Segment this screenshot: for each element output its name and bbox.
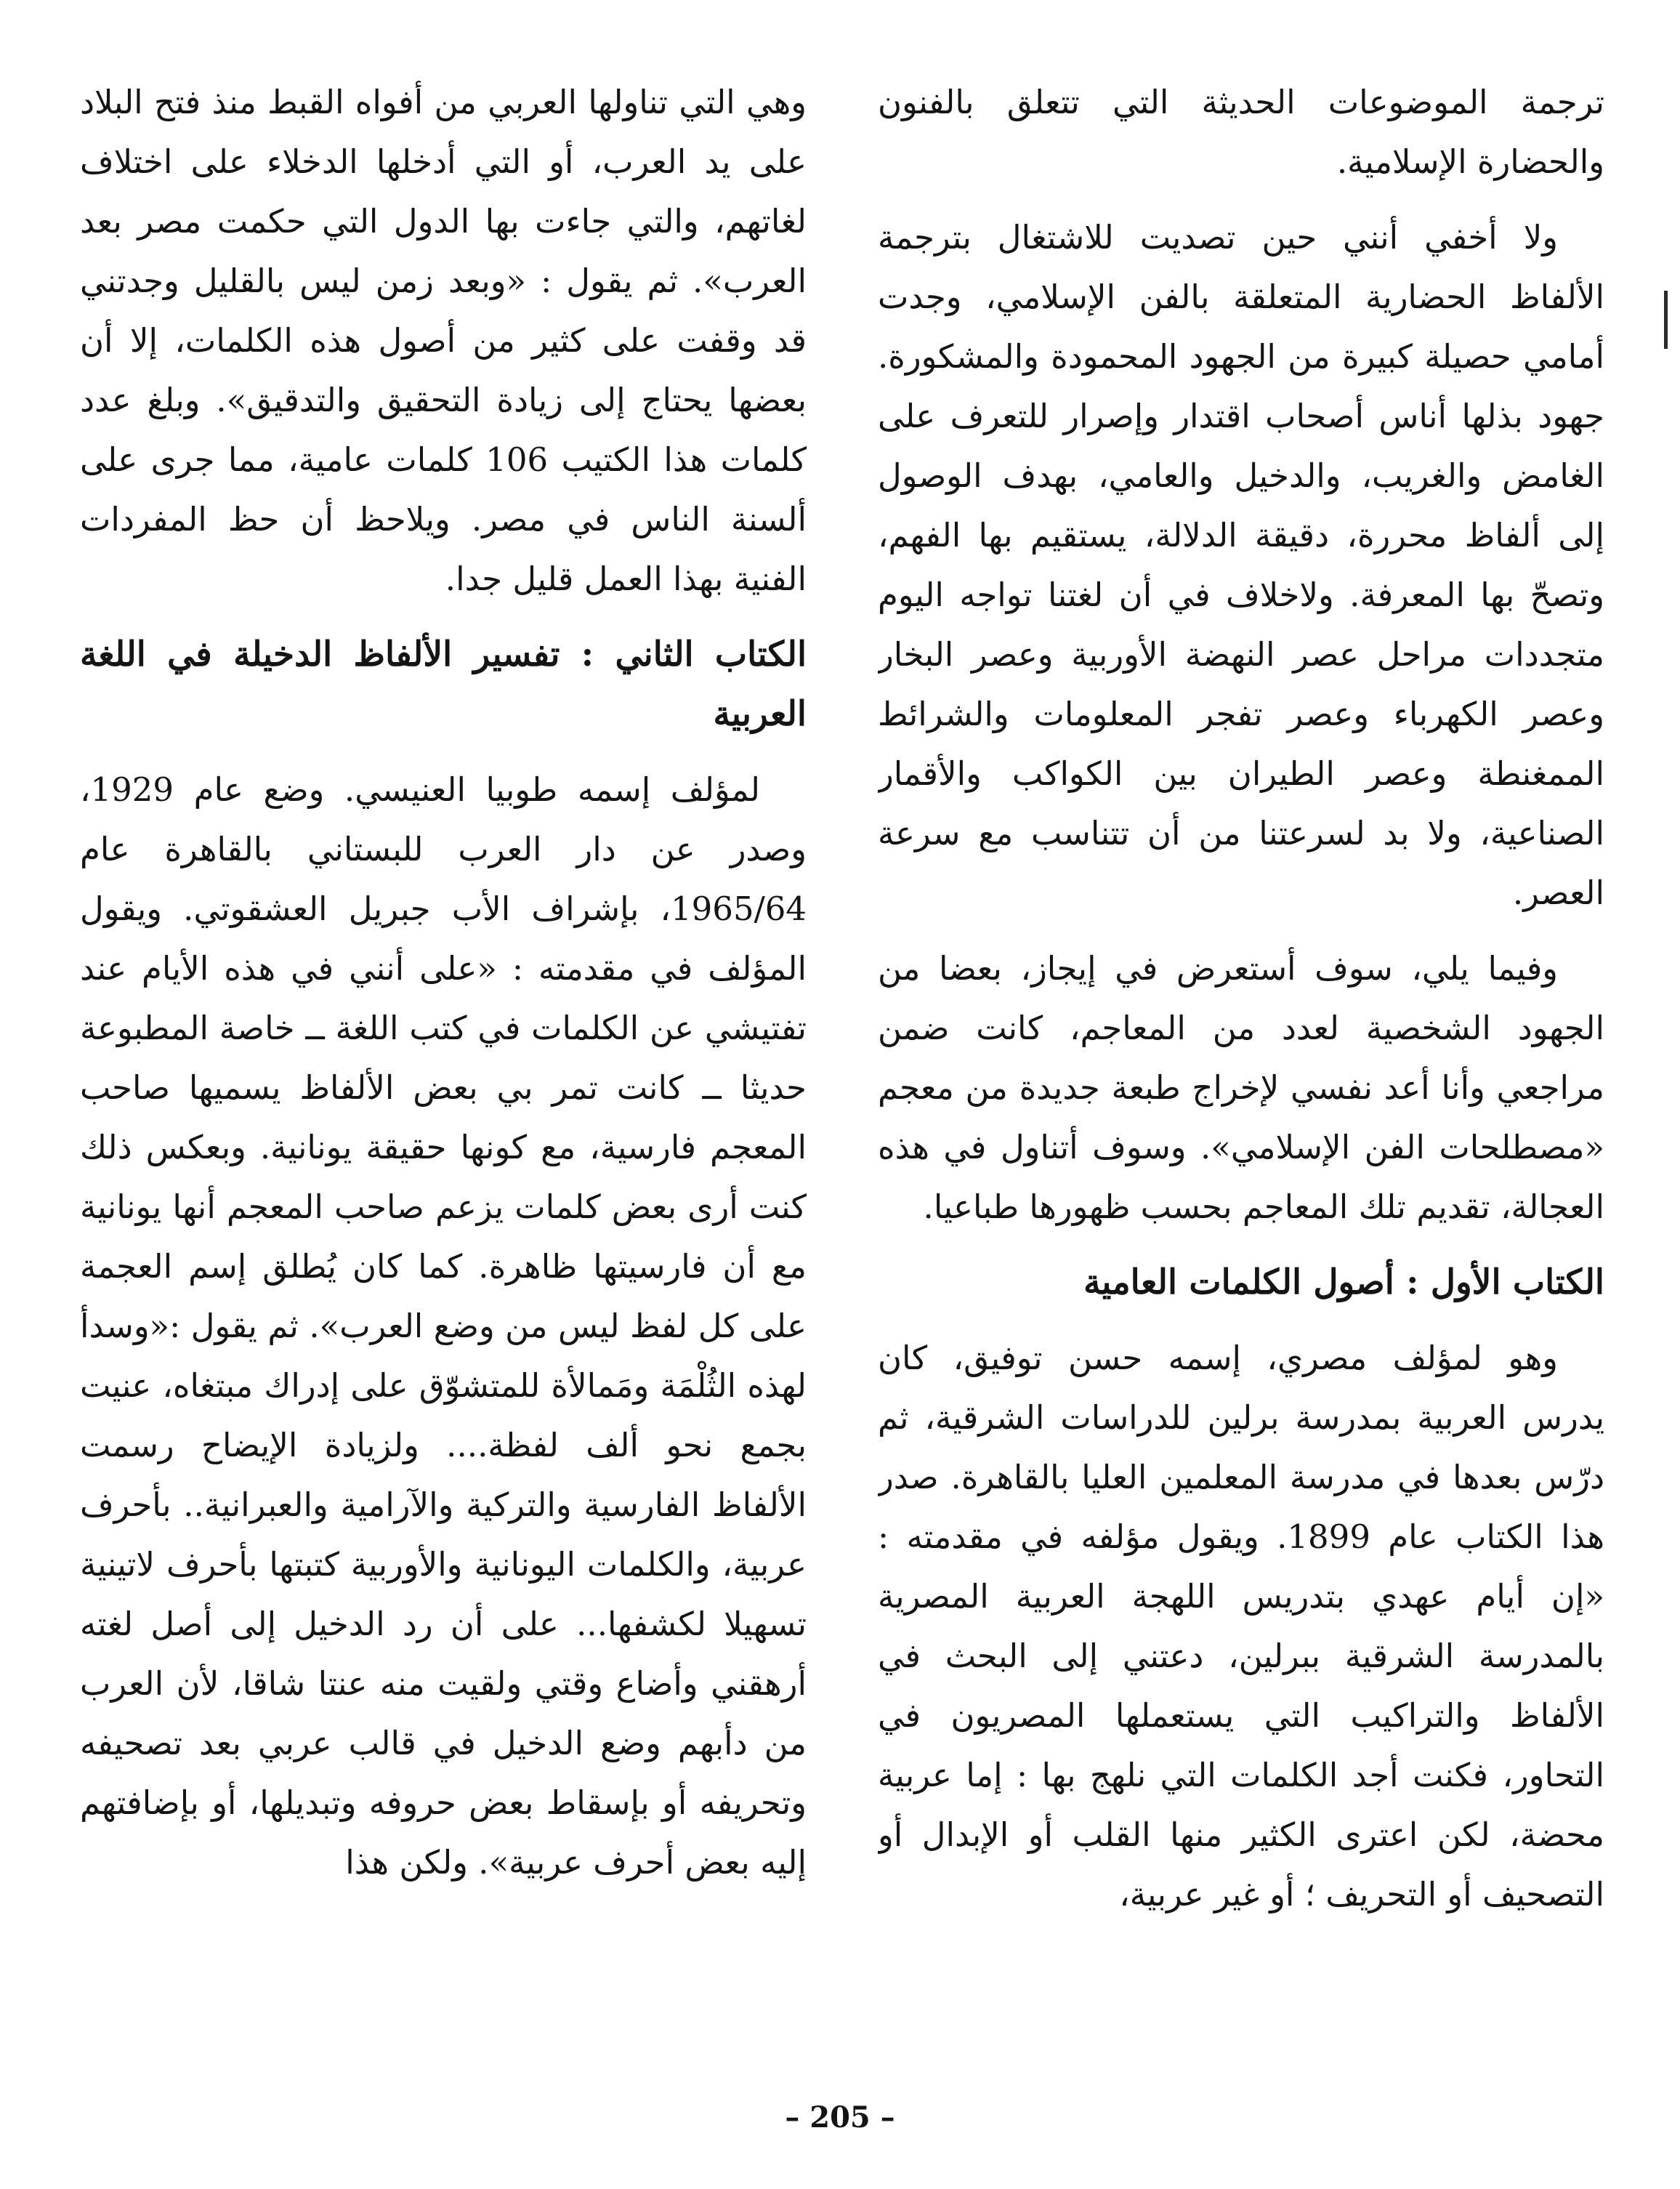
page-number: – 205 – — [785, 2100, 895, 2134]
paragraph: ولا أخفي أنني حين تصديت للاشتغال بترجمة الألفاظ الحضارية المتعلقة بالفن الإسلامي، وجدت أمامي حصيلة كبيرة من الجهود المحمودة والمشكورة. جهود بذلها أناس أصحاب اقتدار وإصرار للتعرف على الغامض والغريب، والدخيل والعامي، بهدف الوصول إلى ألفاظ محررة، دقيقة الدلالة، يستقيم بها الفهم، وتصحّ بها المعرفة. ولاخلاف في أن لغتنا تواجه اليوم متجددات مراحل عصر النهضة الأوربية وعصر البخار وعصر الكهرباء وعصر تفجر المعلومات والشرائط الممغنطة وعصر الطيران بين الكواكب والأقمار الصناعية، ولا بد لسرعتنا من أن تتناسب مع سرعة العصر. — [878, 218, 1604, 912]
left-column — [80, 73, 807, 2064]
margin-mark — [1664, 291, 1668, 349]
section-heading: الكتاب الأول : أصول الكلمات العامية — [1083, 1262, 1604, 1302]
paragraph: ترجمة الموضوعات الحديثة التي تتعلق بالفنون والحضارة الإسلامية. — [878, 83, 1604, 181]
right-column — [878, 73, 1604, 2064]
paragraph: وهو لمؤلف مصري، إسمه حسن توفيق، كان يدرس العربية بمدرسة برلين للدراسات الشرقية، ثم درّس بعدها في مدرسة المعلمين العليا بالقاهرة. صدر هذا الكتاب عام 1899. ويقول مؤلفه في مقدمته : «إن أيام عهدي بتدريس اللهجة العربية المصرية بالمدرسة الشرقية ببرلين، دعتني إلى البحث في الألفاظ والتراكيب التي يستعملها المصريون في التحاور، فكنت أجد الكلمات التي نلهج بها : إما عربية محضة، لكن اعترى الكثير منها القلب أو الإبدال أو التصحيف أو التحريف ؛ أو غير عربية، — [878, 1339, 1604, 1914]
section-heading: الكتاب الثاني : تفسير الألفاظ الدخيلة في اللغة العربية — [80, 634, 807, 734]
paragraph: لمؤلف إسمه طوبيا العنيسي. وضع عام 1929، وصدر عن دار العرب للبستاني بالقاهرة عام 1965/64، بإشراف الأب جبريل العشقوتي. ويقول المؤلف في مقدمته : «على أنني في هذه الأيام عند تفتيشي عن الكلمات في كتب اللغة ــ خاصة المطبوعة حديثا ــ كانت تمر بي بعض الألفاظ يسميها صاحب المعجم فارسية، مع كونها حقيقة يونانية. وبعكس ذلك كنت أرى بعض كلمات يزعم صاحب المعجم أنها يونانية مع أن فارسيتها ظاهرة. كما كان يُطلق إسم العجمة على كل لفظ ليس من وضع العرب». ثم يقول :«وسدأ لهذه الثُلْمَة ومَمالأة للمتشوّق على إدراك مبتغاه، عنيت بجمع نحو ألف لفظة.... ولزيادة الإيضاح رسمت الألفاظ الفارسية والتركية والآرامية والعبرانية.. بأحرف عربية، والكلمات اليونانية والأوربية كتبتها بأحرف لاتينية تسهيلا لكشفها... على أن رد الدخيل إلى أصل لغته أرهقني وأضاع وقتي ولقيت منه عنتا شاقا، لأن العرب من دأبهم وضع الدخيل في قالب عربي بعد تصحيفه وتحريفه أو بإسقاط بعض حروفه وتبديلها، أو بإضافتهم إليه بعض أحرف عربية». ولكن هذا — [80, 770, 807, 1882]
paragraph: وهي التي تناولها العربي من أفواه القبط منذ فتح البلاد على يد العرب، أو التي أدخلها الدخلاء على اختلاف لغاتهم، والتي جاءت بها الدول التي حكمت مصر بعد العرب». ثم يقول : «وبعد زمن ليس بالقليل وجدتني قد وقفت على كثير من أصول هذه الكلمات، إلا أن بعضها يحتاج إلى زيادة التحقيق والتدقيق». وبلغ عدد كلمات هذا الكتيب 106 كلمات عامية، مما جرى على ألسنة الناس في مصر. ويلاحظ أن حظ المفردات الفنية بهذا العمل قليل جدا. — [80, 83, 807, 598]
paragraph: وفيما يلي، سوف أستعرض في إيجاز، بعضا من الجهود الشخصية لعدد من المعاجم، كانت ضمن مراجعي وأنا أعد نفسي لإخراج طبعة جديدة من معجم «مصطلحات الفن الإسلامي». وسوف أتناول في هذه العجالة، تقديم تلك المعاجم بحسب ظهورها طباعيا. — [878, 949, 1604, 1226]
